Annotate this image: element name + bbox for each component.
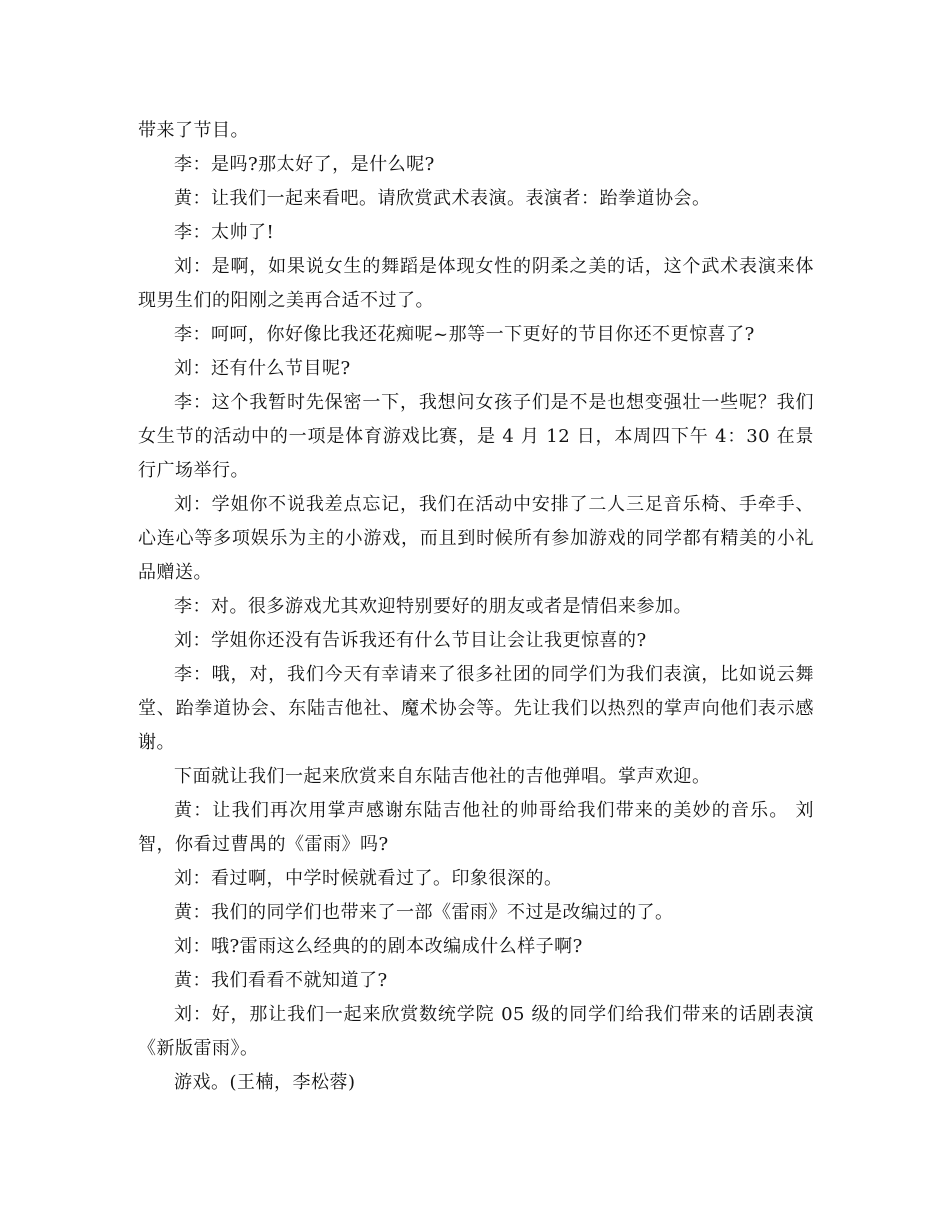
- paragraph: 李：是吗?那太好了，是什么呢?: [174, 154, 435, 175]
- paragraph: 李：这个我暂时先保密一下，我想问女孩子们是不是也想变强壮一些呢？我们女生节的活动中的一项是体育游戏比赛，是 4 月 12 日，本周四下午 4：30 在景行广场举行。: [138, 392, 814, 481]
- paragraph: 游戏。(王楠，李松蓉): [174, 1072, 356, 1093]
- paragraph: 刘：哦?雷雨这么经典的的剧本改编成什么样子啊?: [174, 936, 583, 957]
- paragraph: 黄：让我们再次用掌声感谢东陆吉他社的帅哥给我们带来的美妙的音乐。 刘智，你看过曹禺的《雷雨》吗?: [138, 800, 814, 855]
- paragraph: 李：对。很多游戏尤其欢迎特别要好的朋友或者是情侣来参加。: [174, 596, 692, 617]
- paragraph: 带来了节目。: [138, 120, 249, 141]
- paragraph: 刘：好，那让我们一起来欣赏数统学院 05 级的同学们给我们带来的话剧表演《新版雷雨》。: [138, 1004, 814, 1059]
- paragraph: 刘：还有什么节目呢?: [174, 358, 351, 379]
- paragraph: 黄：我们看看不就知道了?: [174, 970, 388, 991]
- paragraph: 刘：学姐你不说我差点忘记，我们在活动中安排了二人三足音乐椅、手牵手、心连心等多项娱乐为主的小游戏，而且到时候所有参加游戏的同学都有精美的小礼品赠送。: [138, 494, 814, 583]
- paragraph: 刘：学姐你还没有告诉我还有什么节目让会让我更惊喜的?: [174, 630, 647, 651]
- paragraph: 黄：我们的同学们也带来了一部《雷雨》不过是改编过的了。: [174, 902, 674, 923]
- paragraph: 李：太帅了!: [174, 222, 275, 243]
- document-body: [138, 114, 814, 1100]
- paragraph: 李：呵呵，你好像比我还花痴呢~那等一下更好的节目你还不更惊喜了?: [174, 324, 755, 345]
- paragraph: 刘：是啊，如果说女生的舞蹈是体现女性的阴柔之美的话，这个武术表演来体现男生们的阳刚之美再合适不过了。: [138, 256, 814, 311]
- paragraph: 刘：看过啊，中学时候就看过了。印象很深的。: [174, 868, 563, 889]
- paragraph: 黄：让我们一起来看吧。请欣赏武术表演。表演者：跆拳道协会。: [174, 188, 711, 209]
- paragraph: 下面就让我们一起来欣赏来自东陆吉他社的吉他弹唱。掌声欢迎。: [174, 766, 711, 787]
- paragraph: 李：哦，对，我们今天有幸请来了很多社团的同学们为我们表演，比如说云舞堂、跆拳道协会、东陆吉他社、魔术协会等。先让我们以热烈的掌声向他们表示感谢。: [138, 664, 814, 753]
